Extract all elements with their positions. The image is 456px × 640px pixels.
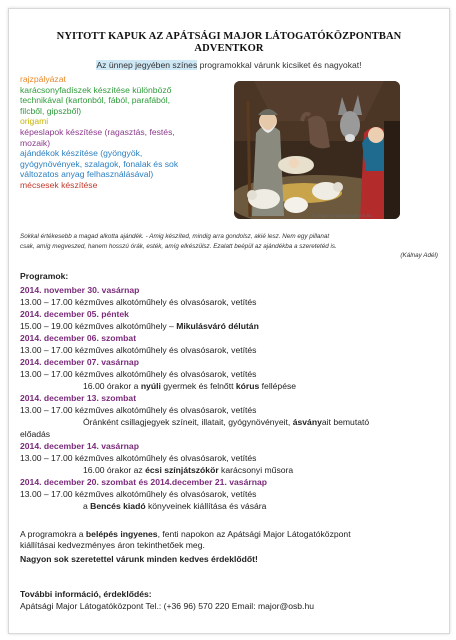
poster-title (9, 31, 449, 55)
program-time: 13.00 – 17.00 kézműves alkotóműhely és olvasósarok, vetítés (20, 489, 257, 499)
quote-author: (Kálnay Adél) (400, 252, 438, 260)
program-event (83, 501, 266, 511)
program-event (83, 465, 293, 475)
nativity-image (234, 81, 400, 219)
quote-line-2: csak, amíg megveszed, hanem hosszú órák, esték, amíg elkészülsz. Ezalatt beépül az ajándékba a szeretetéd is. (20, 242, 337, 250)
program-date: 2014. december 05. péntek (20, 309, 129, 319)
program-date: 2014. december 20. szombat és 2014.december 21. vasárnap (20, 477, 267, 487)
contact-line: Apátsági Major Látogatóközpont Tel.: (+36 96) 570 220 Email: major@osb.hu (20, 601, 315, 611)
poster-page (8, 8, 450, 634)
program-text: 16.00 órakor a (83, 381, 141, 391)
program-text: fellépése (259, 381, 297, 391)
program-date: 2014. december 14. vasárnap (20, 441, 139, 451)
info-heading: További információ, érdeklődés: (20, 589, 152, 599)
program-time (20, 321, 259, 331)
subtitle (9, 60, 449, 70)
title-line-2: ADVENTKOR (194, 43, 264, 54)
activity-item: karácsonyfadíszek készítése különböző (20, 84, 172, 95)
program-text: ait bemutató (321, 417, 370, 427)
program-time: 13.00 – 17.00 kézműves alkotóműhely és olvasósarok, vetítés (20, 297, 257, 307)
program-text: könyveinek kiállítása és vására (145, 501, 267, 511)
program-highlight: écsi színjátszókör (145, 465, 219, 475)
activity-item: origami (20, 116, 49, 127)
quote-block (20, 232, 438, 261)
activity-item: gyógynövények, szalagok, fonalak és sok (20, 158, 179, 169)
subtitle-highlight: Az ünnep jegyében színes (96, 60, 198, 70)
quote-line-1: Sokkal értékesebb a magad alkotta ajándék. - Amig készíted, mindig arra gondolsz, akié lesz. Nem egy pillanat (20, 233, 330, 240)
programs-heading: Programok: (20, 271, 69, 281)
program-highlight: Mikulásváró délután (176, 321, 259, 331)
program-time: 13.00 – 17.00 kézműves alkotóműhely és olvasósarok, vetítés (20, 405, 257, 415)
program-text: karácsonyi műsora (218, 465, 294, 475)
activity-item: technikával (kartonból, fából, parafából, (20, 95, 171, 106)
subtitle-rest: programokkal várunk kicsiket és nagyokat! (197, 60, 362, 70)
program-text: 15.00 – 19.00 kézműves alkotóműhely – (20, 321, 177, 331)
footer-text: , fenti napokon az Apátsági Major Látogatóközpont (157, 529, 351, 539)
activity-item: változatos anyag felhasználásával) (20, 169, 154, 180)
program-text: Óránként csillagjegyek színeit, illatait, gyógynövényeit, (83, 417, 293, 427)
program-event (83, 381, 296, 391)
title-line-1: NYITOTT KAPUK AZ APÁTSÁGI MAJOR LÁTOGATÓKÖZPONTBAN (56, 31, 402, 42)
program-event (83, 417, 369, 427)
program-time: 13.00 – 17.00 kézműves alkotóműhely és olvasósarok, vetítés (20, 345, 257, 355)
activity-item: rajzpályázat (20, 74, 66, 84)
program-date: 2014. november 30. vasárnap (20, 285, 140, 295)
entry-info-line-2: kiállításai kedvezményes áron tekinthetőek meg. (20, 540, 205, 550)
activity-item: mozaik) (20, 137, 51, 148)
entry-info (20, 529, 351, 540)
program-date: 2014. december 07. vasárnap (20, 357, 139, 367)
image-credit: © Angel-ice www.angel-ice.hu (312, 213, 372, 218)
program-text: előadás (20, 429, 51, 439)
program-text: gyermek és felnőtt (160, 381, 236, 391)
program-time: 13.00 – 17.00 kézműves alkotóműhely és olvasósarok, vetítés (20, 369, 257, 379)
activity-item: ajándékok készítése (gyöngyök, (20, 148, 143, 159)
program-highlight: nyúli (140, 381, 161, 391)
program-time: 13.00 – 17.00 kézműves alkotóműhely és olvasósarok, vetítés (20, 453, 257, 463)
program-highlight: kórus (235, 381, 260, 391)
invitation: Nagyon sok szeretettel várunk minden kedves érdeklődőt! (20, 554, 258, 564)
free-entry-highlight: belépés ingyenes (85, 529, 158, 539)
activity-item: képeslapok készítése (ragasztás, festés, (20, 127, 175, 137)
program-highlight: Bencés kiadó (90, 501, 146, 511)
activity-item: filcből, gipszből) (20, 105, 82, 116)
footer-text: A programokra a (20, 529, 86, 539)
activity-item: mécsesek készítése (20, 180, 98, 190)
program-highlight: ásvány (292, 417, 322, 427)
program-text: 16.00 órakor az (83, 465, 146, 475)
program-text: a (83, 501, 91, 511)
program-date: 2014. december 13. szombat (20, 393, 137, 403)
program-date: 2014. december 06. szombat (20, 333, 137, 343)
